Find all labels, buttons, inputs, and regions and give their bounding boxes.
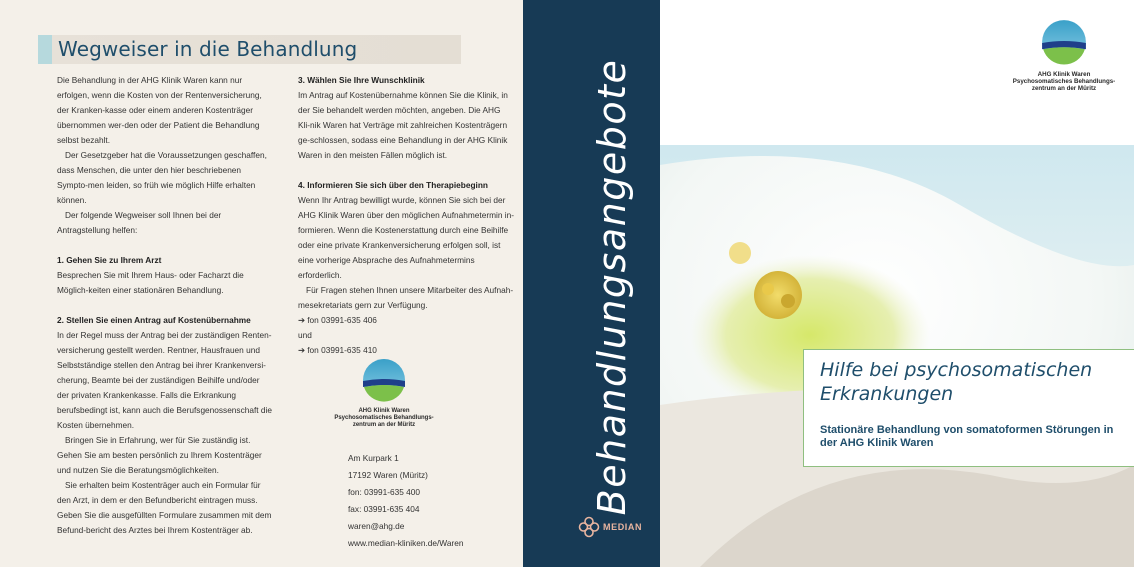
step-4-text-1: Wenn Ihr Antrag bewilligt wurde, können Sie sich bei der AHG Klinik Waren über den möglichen Aufnahmetermin in-formieren. Wenn die Kostenerstattung durch eine Beihilfe oder eine private Krankenversicherung erfolgen soll, ist eine vorherige Absprache des Aufnahmetermins erforderlich. (298, 195, 514, 280)
step-2-text-2: Bringen Sie in Erfahrung, wer für Sie zuständig ist. Gehen Sie am besten persönlich zu Ihrem Kostenträger und nutzen Sie die Beratungsmöglichkeiten. (57, 435, 262, 475)
step-4-text-2: Für Fragen stehen Ihnen unsere Mitarbeiter des Aufnah-mesekretariats gern zur Verfügung. (298, 285, 514, 310)
clinic-logo-icon (361, 357, 407, 403)
logo-line-3: zentrum an der Müritz (352, 422, 416, 428)
address-block (348, 450, 463, 552)
intro-paragraph-2: Der Gesetzgeber hat die Voraussetzungen geschaffen, dass Menschen, die unter den hier beschriebenen Sympto-men leiden, so früh wie möglich Hilfe erhalten können. (57, 150, 267, 205)
step-2-text-3: Sie erhalten beim Kostenträger auch ein Formular für den Arzt, in dem er den Befundbericht eintragen muss. Geben Sie die ausgefüllten Formulare zusammen mit dem Befund-bericht des Arztes bei Ihrem Kostenträger ab. (57, 480, 272, 535)
left-panel (0, 0, 523, 567)
step-1-heading: 1. Gehen Sie zu Ihrem Arzt (57, 255, 162, 265)
phone-and: und (298, 330, 312, 340)
logo-line-1: AHG Klinik Waren (1037, 71, 1091, 78)
cover-headline: Hilfe bei psychosomatischen Erkrankungen (820, 359, 1093, 405)
logo-line-2: Psychosomatisches Behandlungs- (1012, 78, 1116, 85)
step-3-heading: 3. Wählen Sie Ihre Wunschklinik (298, 75, 425, 85)
clinic-logo-icon (1040, 18, 1088, 66)
clinic-logo-top (1006, 18, 1122, 92)
step-2-text-1: In der Regel muss der Antrag bei der zuständigen Renten-versicherung gestellt werden. Rentner, Hausfrauen und Selbstständige stellen den Antrag bei ihrer Krankenversi-cherung, Beamte bei der zuständigen Beihilfe und/oder der privaten Krankenkasse. Falls die Erkrankung berufsbedingt ist, kann auch die Berufsgenossenschaft die Kosten übernehmen. (57, 330, 272, 430)
headline-box (803, 349, 1134, 467)
intro-paragraph-3: Der folgende Wegweiser soll Ihnen bei der Antragstellung helfen: (57, 210, 222, 235)
title-accent (38, 35, 52, 64)
step-4-heading: 4. Informieren Sie sich über den Therapiebeginn (298, 180, 488, 190)
address-street: Am Kurpark 1 (348, 453, 399, 463)
phone-2: ➔ fon 03991-635 410 (298, 345, 377, 355)
cover-subline: Stationäre Behandlung von somatoformen Störungen in der AHG Klinik Waren (820, 424, 1114, 449)
address-city: 17192 Waren (Müritz) (348, 470, 428, 480)
logo-line-2: Psychosomatisches Behandlungs- (334, 415, 434, 421)
page-title: Wegweiser in die Behandlung (58, 37, 358, 61)
address-fax: fax: 03991-635 404 (348, 504, 420, 514)
text-column-1 (57, 73, 273, 538)
spine-title: Behandlungsangebote (590, 58, 634, 516)
intro-paragraph-1: Die Behandlung in der AHG Klinik Waren kann nur erfolgen, wenn die Kosten von der Rentenversicherung, der Kranken-kasse oder einem anderen Kostenträger übernommen wer-den oder der Patient die Behandlung selbst bezahlt. (57, 75, 262, 145)
logo-line-1: AHG Klinik Waren (358, 408, 410, 414)
address-email[interactable]: waren@ahg.de (348, 521, 405, 531)
section-title-bar (38, 35, 461, 64)
median-brand (578, 516, 642, 538)
address-web[interactable]: www.median-kliniken.de/Waren (348, 538, 464, 548)
text-column-2 (298, 73, 514, 358)
phone-1: ➔ fon 03991-635 406 (298, 315, 377, 325)
median-flower-icon (578, 516, 600, 538)
step-2-heading: 2. Stellen Sie einen Antrag auf Kostenübernahme (57, 315, 251, 325)
median-brand-name: MEDIAN (603, 522, 643, 532)
step-1-text: Besprechen Sie mit Ihrem Haus- oder Facharzt die Möglich-keiten einer stationären Behandlung. (57, 270, 244, 295)
step-3-text: Im Antrag auf Kostenübernahme können Sie die Klinik, in der Sie behandelt werden möchten, angeben. Die AHG Kli-nik Waren hat Verträge mit zahlreichen Kostenträgern ge-schlossen, sodass eine Behandlung in der AHG Klinik Waren in den meisten Fällen möglich ist. (298, 90, 508, 160)
clinic-logo-small (334, 357, 434, 429)
address-fon: fon: 03991-635 400 (348, 487, 420, 497)
right-panel (660, 0, 1134, 567)
logo-line-3: zentrum an der Müritz (1031, 85, 1097, 92)
